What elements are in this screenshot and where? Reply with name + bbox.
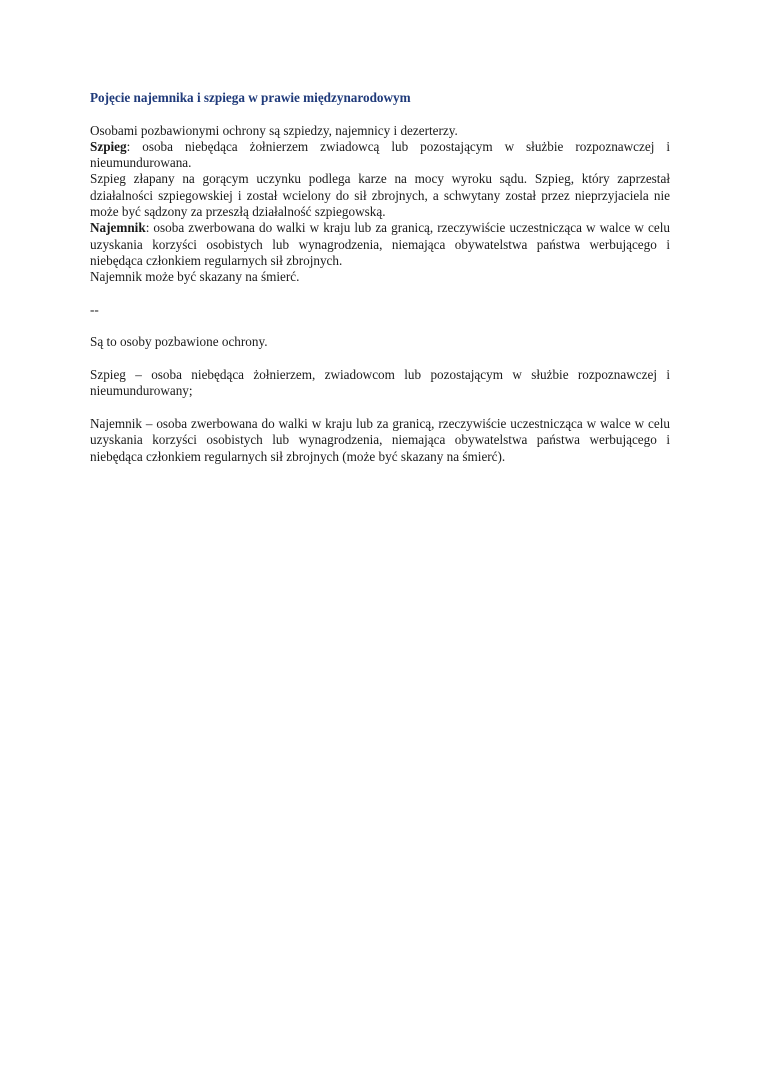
blank-line [90,286,670,302]
blank-line [90,106,670,122]
document-title: Pojęcie najemnika i szpiega w prawie międzynarodowym [90,90,411,105]
section2-spy-paragraph: Szpieg – osoba niebędąca żołnierzem, zwiadowcom lub pozostającym w służbie rozpoznawczej i nieumundurowany; [90,367,670,399]
spy-consequences-paragraph: Szpieg złapany na gorącym uczynku podlega karze na mocy wyroku sądu. Szpieg, który zaprzestał działalności szpiegowskiej i został wcielony do sił zbrojnych, a schwytany został przez nieprzyjaciela nie może być sądzony za przeszłą działalność szpiegowską. [90,171,670,220]
mercenary-term: Najemnik [90,220,146,236]
section2-intro-paragraph: Są to osoby pozbawione ochrony. [90,334,268,350]
intro-paragraph: Osobami pozbawionymi ochrony są szpiedzy, najemnicy i dezerterzy. [90,122,458,138]
spy-definition-text: : osoba niebędąca żołnierzem zwiadowcą lub pozostającym w służbie rozpoznawczej i nieumundurowana. [90,138,670,171]
blank-line [90,400,670,416]
separator-line: -- [90,301,99,317]
mercenary-definition-text: : osoba zwerbowana do walki w kraju lub za granicą, rzeczywiście uczestnicząca w walce w celu uzyskania korzyści osobistych lub wynagrodzenia, niemająca obywatelstwa państwa werbującego i niebędąca członkiem regularnych sił zbrojnych. [90,220,670,268]
section2-mercenary-paragraph: Najemnik – osoba zwerbowana do walki w kraju lub za granicą, rzeczywiście uczestnicząca w walce w celu uzyskania korzyści osobistych lub wynagrodzenia, niemająca obywatelstwa państwa werbującego i niebędąca członkiem regularnych sił zbrojnych (może być skazany na śmierć). [90,415,670,464]
spy-term: Szpieg [90,138,127,154]
blank-line [90,351,670,367]
document-body [90,90,670,465]
mercenary-definition-paragraph [90,220,670,269]
mercenary-penalty-paragraph: Najemnik może być skazany na śmierć. [90,269,300,285]
spy-definition-paragraph [90,139,670,172]
blank-line [90,318,670,334]
